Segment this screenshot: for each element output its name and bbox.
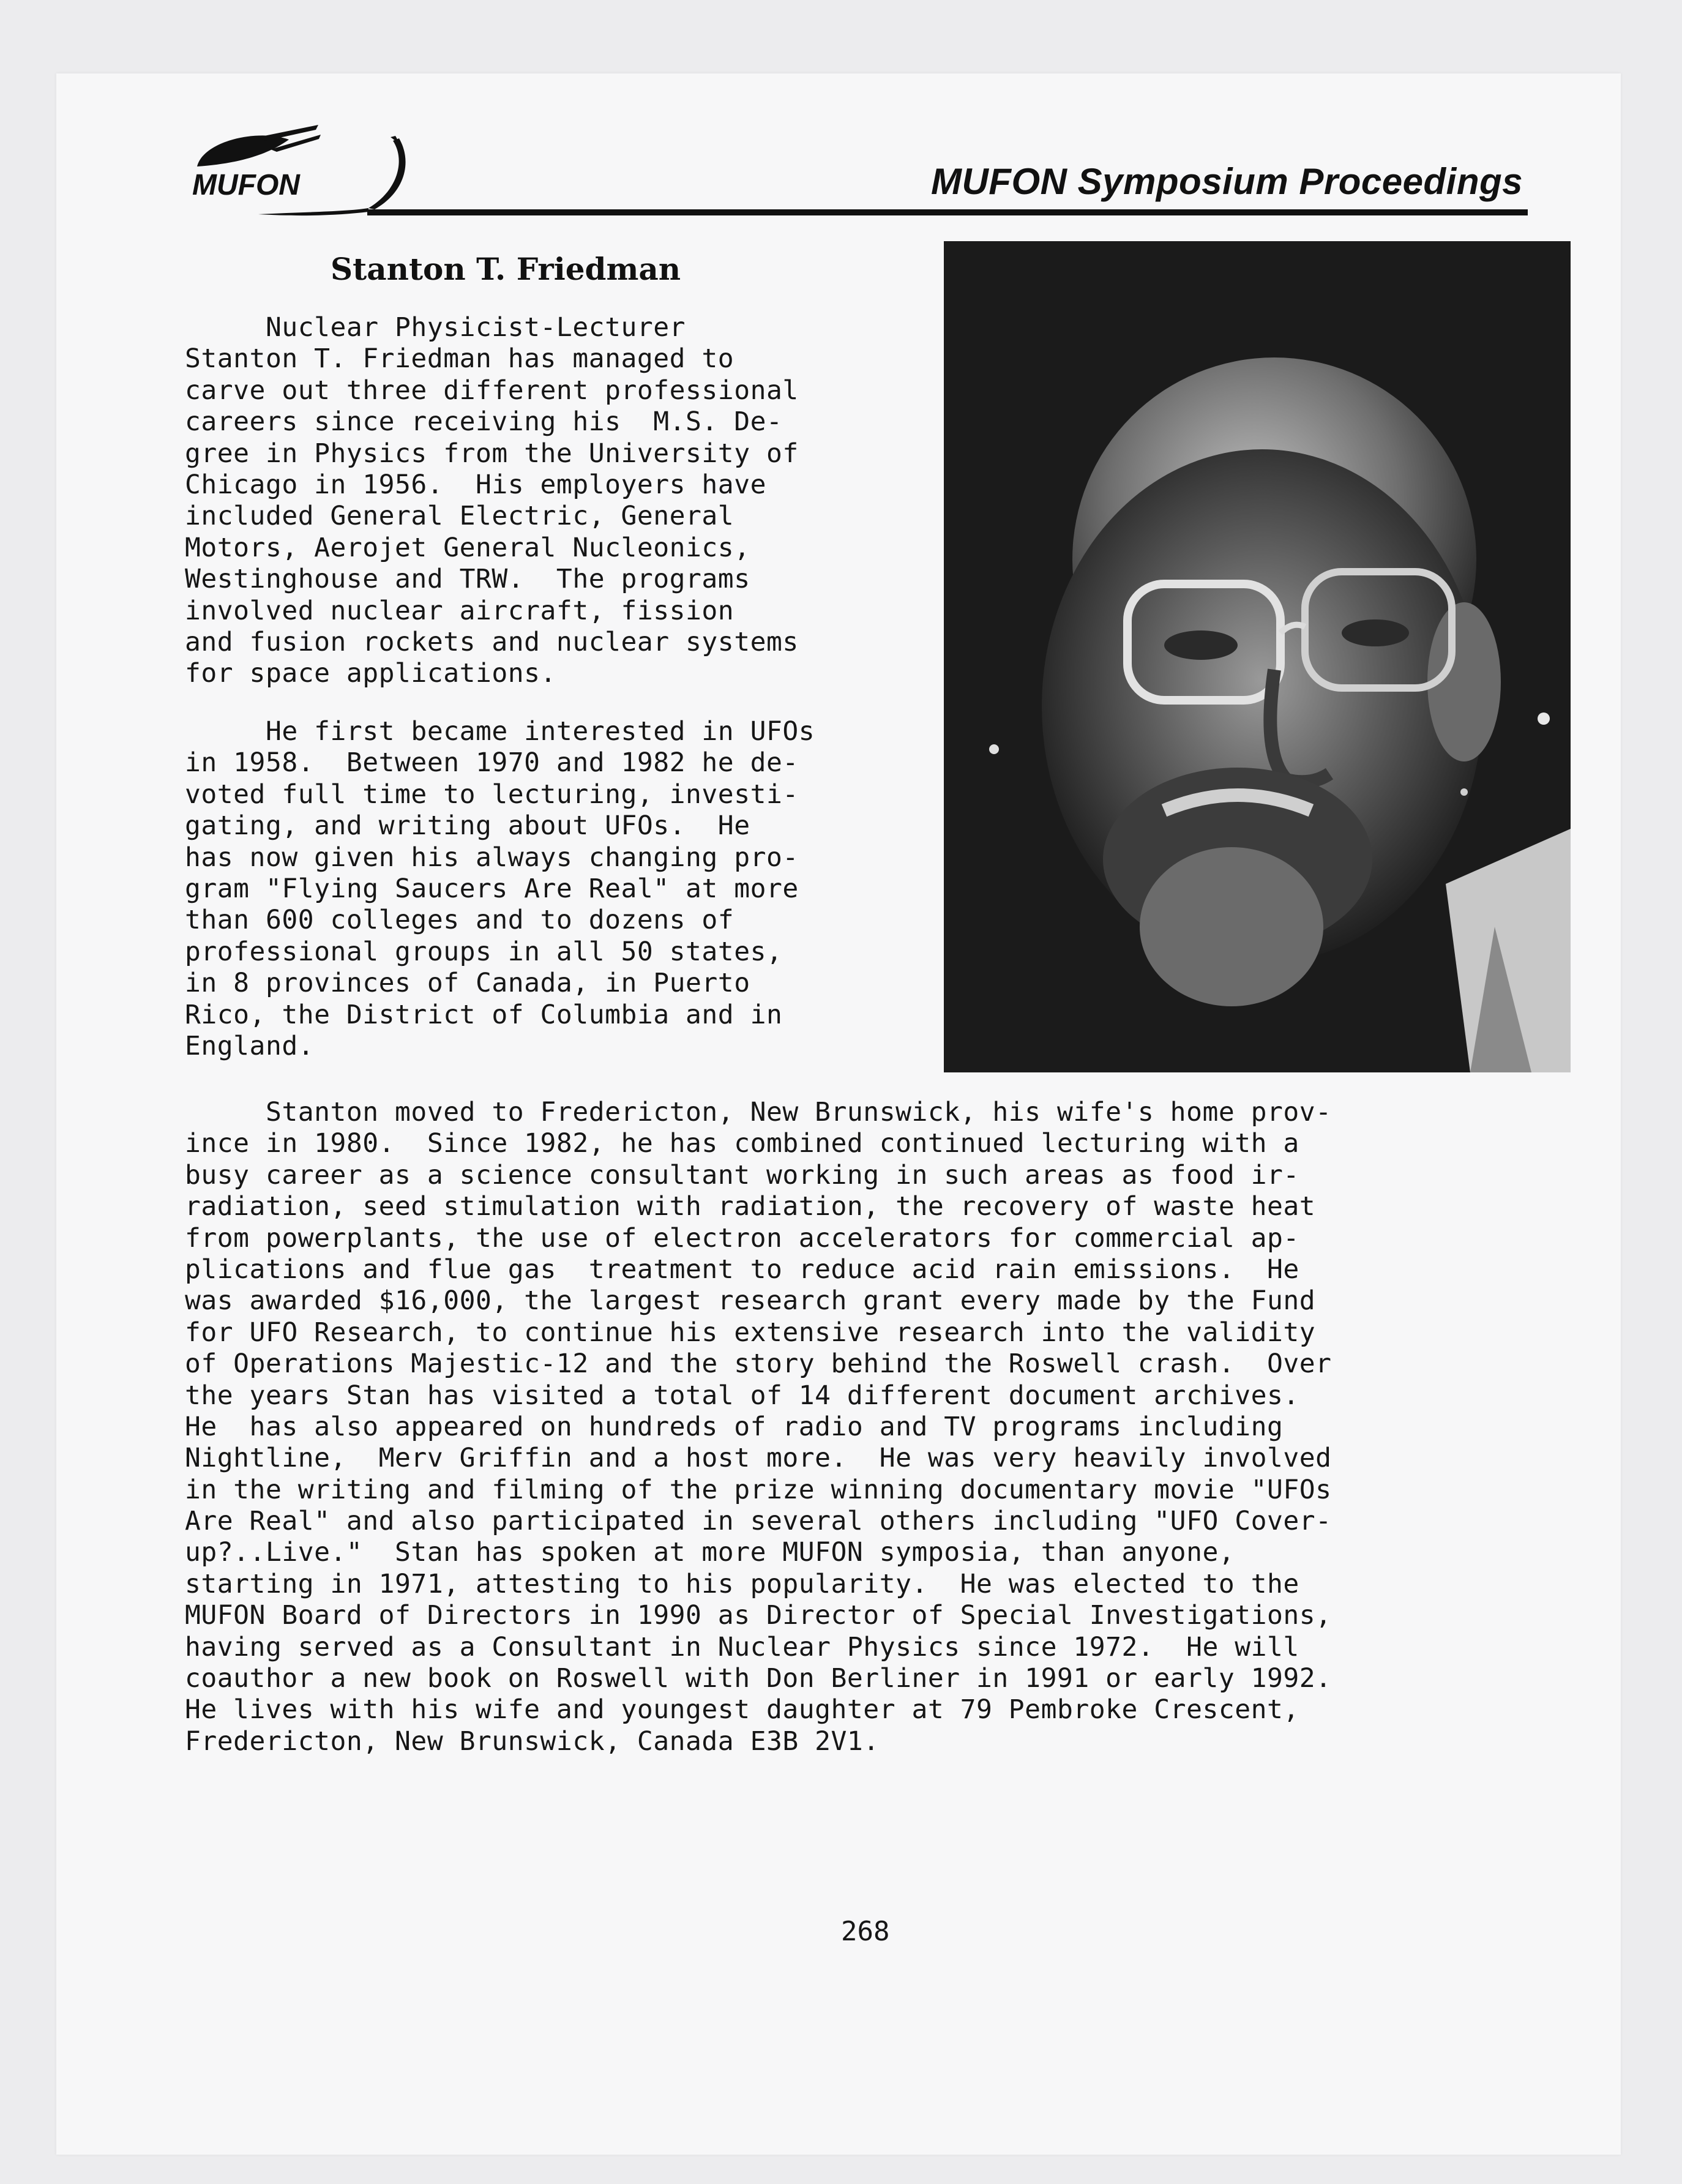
bio-paragraph-1 [185,312,799,690]
text-line: Motors, Aerojet General Nucleonics, [185,532,750,563]
text-line: of Operations Majestic-12 and the story behind the Roswell crash. Over [185,1348,1332,1380]
text-line: starting in 1971, attesting to his popularity. He was elected to the [185,1568,1299,1599]
text-line: and fusion rockets and nuclear systems [185,626,799,657]
text-line: gram "Flying Saucers Are Real" at more [185,873,799,904]
portrait-photo [944,241,1571,1072]
text-line: Chicago in 1956. His employers have [185,469,766,500]
text-line: England. [185,1030,315,1061]
text-line: Stanton moved to Fredericton, New Brunswick, his wife's home prov- [185,1097,1332,1128]
text-line: in 1958. Between 1970 and 1982 he de- [185,747,799,779]
text-line: He has also appeared on hundreds of radio and TV programs including [185,1411,1284,1442]
text-line: up?..Live." Stan has spoken at more MUFON symposia, than anyone, [185,1537,1235,1568]
page-number: 268 [841,1916,890,1947]
text-line: careers since receiving his M.S. De- [185,406,783,438]
header-divider [367,209,1528,215]
text-line: has now given his always changing pro- [185,842,799,873]
logo-text: MUFON [192,169,300,201]
text-line: Stanton T. Friedman has managed to [185,343,734,375]
text-line: was awarded $16,000, the largest research grant every made by the Fund [185,1285,1316,1317]
text-line: ince in 1980. Since 1982, he has combined continued lecturing with a [185,1128,1299,1159]
text-line: having served as a Consultant in Nuclear Physics since 1972. He will [185,1631,1299,1662]
text-line: Westinghouse and TRW. The programs [185,564,750,595]
bio-paragraph-3 [185,1097,1332,1757]
publication-title: MUFON Symposium Proceedings [931,161,1523,202]
text-line: involved nuclear aircraft, fission [185,595,734,626]
text-line: included General Electric, General [185,501,734,532]
text-line: Are Real" and also participated in several others including "UFO Cover- [185,1506,1332,1537]
text-line: carve out three different professional [185,375,799,406]
text-line: from powerplants, the use of electron accelerators for commercial ap- [185,1222,1299,1254]
text-line: for space applications. [185,658,556,689]
text-line: than 600 colleges and to dozens of [185,905,734,936]
text-line: for UFO Research, to continue his extensive research into the validity [185,1317,1316,1348]
text-line: plications and flue gas treatment to reduce acid rain emissions. He [185,1254,1299,1285]
text-line: Nuclear Physicist-Lecturer [185,312,686,343]
text-line: coauthor a new book on Roswell with Don Berliner in 1991 or early 1992. [185,1663,1332,1694]
text-line: voted full time to lecturing, investi- [185,779,799,810]
text-line: in 8 provinces of Canada, in Puerto [185,968,750,999]
text-line: He first became interested in UFOs [185,716,815,747]
text-line: busy career as a science consultant working in such areas as food ir- [185,1159,1299,1191]
text-line: Nightline, Merv Griffin and a host more. He was very heavily involved [185,1443,1332,1474]
text-line: MUFON Board of Directors in 1990 as Director of Special Investigations, [185,1600,1332,1631]
text-line: in the writing and filming of the prize winning documentary movie "UFOs [185,1474,1332,1505]
text-line: gating, and writing about UFOs. He [185,810,750,842]
article-heading: Stanton T. Friedman [331,251,681,287]
text-line: the years Stan has visited a total of 14 different document archives. [185,1380,1299,1411]
text-line: He lives with his wife and youngest daughter at 79 Pembroke Crescent, [185,1694,1299,1726]
text-line: professional groups in all 50 states, [185,936,783,967]
text-line: Fredericton, New Brunswick, Canada E3B 2V1. [185,1726,880,1757]
text-line: Rico, the District of Columbia and in [185,999,783,1030]
text-line: radiation, seed stimulation with radiation, the recovery of waste heat [185,1191,1316,1222]
text-line: gree in Physics from the University of [185,438,799,469]
bio-paragraph-2 [185,716,815,1062]
